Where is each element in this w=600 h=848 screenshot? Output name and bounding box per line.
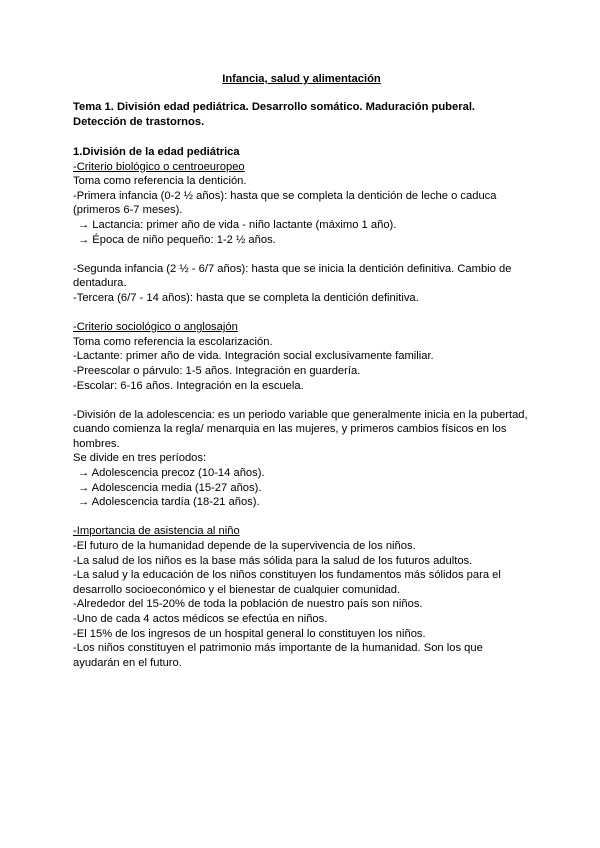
paragraph-line: -Tercera (6/7 - 14 años): hasta que se completa la dentición definitiva. <box>73 291 419 304</box>
paragraph-line: -Preescolar o párvulo: 1-5 años. Integración en guardería. <box>73 364 361 377</box>
paragraph-line: -Primera infancia (0-2 ½ años): hasta que se completa la dentición de leche o caduca (primeros 6-7 meses). <box>73 189 497 217</box>
paragraph-line: Se divide en tres períodos: <box>73 452 207 465</box>
sociologico-subheading: -Criterio sociológico o anglosajón <box>73 321 238 334</box>
document-title: Infancia, salud y alimentación <box>222 73 381 85</box>
paragraph-line: Toma como referencia la escolarización. <box>73 335 273 348</box>
biologico-subheading: -Criterio biológico o centroeuropeo <box>73 160 245 173</box>
paragraph-line: -La salud de los niños es la base más sólida para la salud de los futuros adultos. <box>73 554 473 567</box>
paragraph-line: -Segunda infancia (2 ½ - 6/7 años): hasta que se inicia la dentición definitiva. Cambio de dentadura. <box>73 262 512 290</box>
paragraph-line: -Lactante: primer año de vida. Integración social exclusivamente familiar. <box>73 350 434 363</box>
arrow-item: → Adolescencia media (15-27 años). <box>78 481 262 494</box>
arrow-item: → Lactancia: primer año de vida - niño lactante (máximo 1 año). <box>78 218 397 231</box>
arrow-item: → Adolescencia precoz (10-14 años). <box>78 467 265 480</box>
paragraph-line: -El futuro de la humanidad depende de la supervivencia de los niños. <box>73 540 416 553</box>
paragraph-line: Toma como referencia la dentición. <box>73 175 247 188</box>
spacer <box>73 393 530 408</box>
importancia-subheading: -Importancia de asistencia al niño <box>73 525 240 538</box>
paragraph-line: -Uno de cada 4 actos médicos se efectúa en niños. <box>73 613 328 625</box>
paragraph-line: -La salud y la educación de los niños constituyen los fundamentos más sólidos para el desarrollo socioeconómico y el bienestar de cualquier comunidad. <box>73 569 501 596</box>
spacer <box>73 247 530 262</box>
tema-heading: Tema 1. División edad pediátrica. Desarrollo somático. Maduración puberal. Detección de trastornos. <box>73 101 476 128</box>
arrow-item: → Época de niño pequeño: 1-2 ½ años. <box>78 233 276 246</box>
paragraph-line: -El 15% de los ingresos de un hospital general lo constituyen los niños. <box>73 627 426 640</box>
spacer <box>73 306 530 321</box>
paragraph-line: -Escolar: 6-16 años. Integración en la escuela. <box>73 379 304 392</box>
paragraph-line: -Los niños constituyen el patrimonio más importante de la humanidad. Son los que ayudarán en el futuro. <box>73 642 483 669</box>
section-heading: 1.División de la edad pediátrica <box>73 146 240 158</box>
arrow-item: → Adolescencia tardía (18-21 años). <box>78 496 260 509</box>
adolescencia-intro: -División de la adolescencia: es un periodo variable que generalmente inicia en la pubertad, cuando comienza la regla/ menarquia en las mujeres, y primeros cambios físicos en los hombres. <box>73 408 528 450</box>
spacer <box>73 510 530 525</box>
paragraph-line: -Alrededor del 15-20% de toda la población de nuestro país son niños. <box>73 598 423 611</box>
